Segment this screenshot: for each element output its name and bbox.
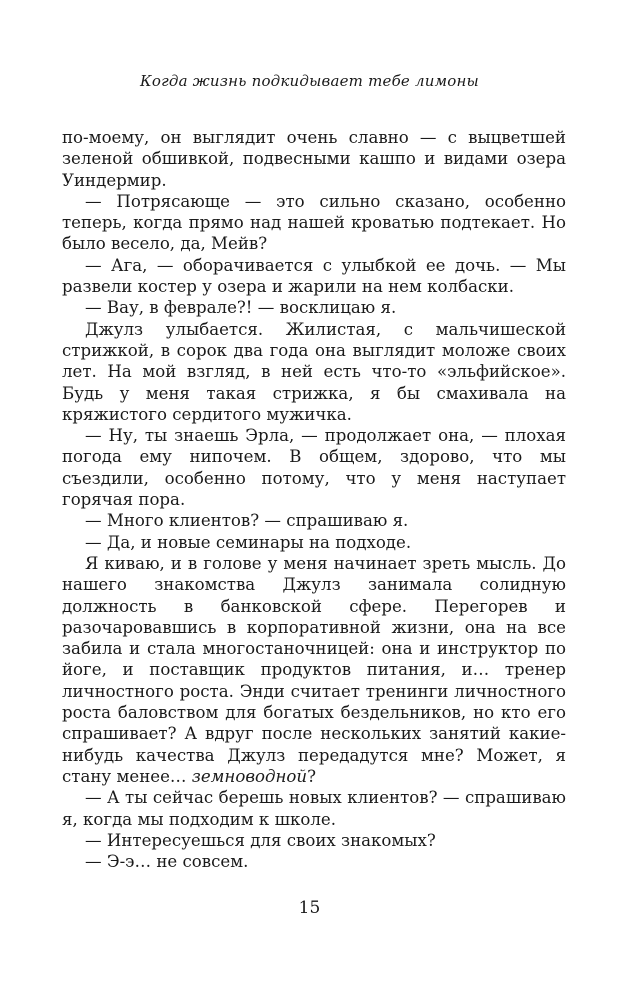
running-head: Когда жизнь подкидывает тебе лимоны <box>140 72 479 90</box>
paragraph: — Вау, в феврале?! — восклицаю я. <box>85 298 397 318</box>
paragraph: — Интересуешься для своих знакомых? <box>85 830 436 850</box>
body-text <box>62 127 566 872</box>
emphasis-word: земноводной <box>191 766 308 786</box>
paragraph: — Потрясающе — это сильно сказано, особенно теперь, когда прямо над нашей кроватью подтекает. Но было весело, да, Мейв? <box>62 191 566 254</box>
paragraph: — Ага, — оборачивается с улыбкой ее дочь. — Мы развели костер у озера и жарили на нем колбаски. <box>62 255 566 297</box>
emphasis-tail: ? <box>307 766 317 786</box>
paragraph: — Ну, ты знаешь Эрла, — продолжает она, — плохая погода ему нипочем. В общем, здорово, что мы съездили, особенно потому, что у меня наступает горячая пора. <box>62 426 566 510</box>
page-number: 15 <box>298 898 321 918</box>
paragraph: по-моему, он выглядит очень славно — с выцветшей зеленой обшивкой, подвесными кашпо и видами озера Уиндермир. <box>62 128 566 190</box>
paragraph: — Много клиентов? — спрашиваю я. <box>85 511 409 531</box>
paragraph: — А ты сейчас берешь новых клиентов? — спрашиваю я, когда мы подходим к школе. <box>62 788 566 829</box>
paragraph-text: Я киваю, и в голове у меня начинает зреть мысль. До нашего знакомства Джулз занимала солидную должность в банковской сфере. Перегорев и разочаровавшись в корпоративной жизни, она на все забила и стала многостаночницей: она и инструктор по йоге, и поставщик продуктов питания, и… тренер личностного роста. Энди считает тренинги личностного роста баловством для богатых бездельников, но кто его спрашивает? А вдруг после нескольких занятий какие-нибудь качества Джулз передадутся мне? Может, я стану менее… <box>62 553 566 786</box>
paragraph: — Да, и новые семинары на подходе. <box>85 532 412 552</box>
paragraph-with-emphasis <box>62 553 566 787</box>
paragraph: — Э-э… не совсем. <box>85 852 249 872</box>
paragraph: Джулз улыбается. Жилистая, с мальчишеской стрижкой, в сорок два года она выглядит моложе своих лет. На мой взгляд, в ней есть что-то «эльфийское». Будь у меня такая стрижка, я бы смахивала на кряжистого сердитого мужичка. <box>62 319 566 424</box>
